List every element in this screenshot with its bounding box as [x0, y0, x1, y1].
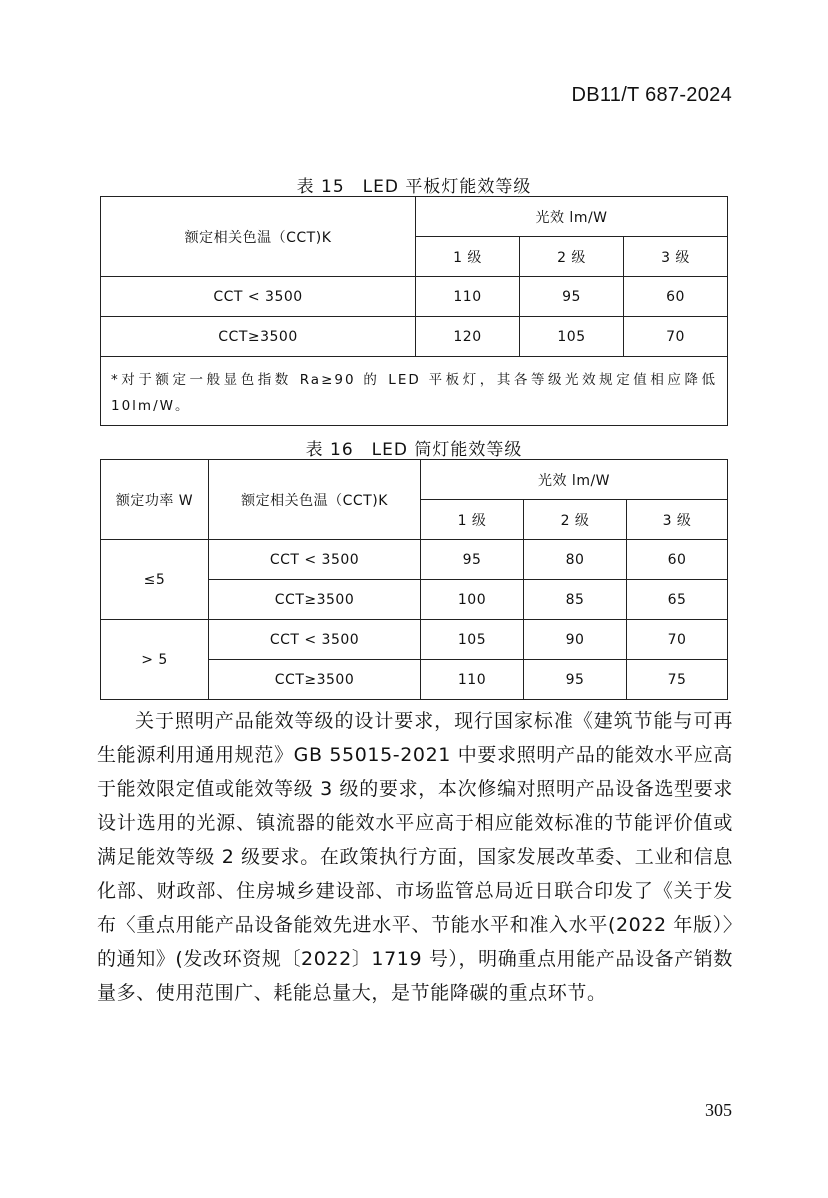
- table15-note: *对于额定一般显色指数 Ra≥90 的 LED 平板灯，其各等级光效规定值相应降低10lm/W。: [101, 357, 728, 426]
- table15-cell: 120: [416, 317, 520, 357]
- table16-caption: 表 16 LED 筒灯能效等级: [305, 440, 523, 460]
- table16-grade-1: 1 级: [421, 500, 524, 540]
- table15-cell: CCT < 3500: [101, 277, 416, 317]
- table16-cell: CCT < 3500: [209, 620, 421, 660]
- table15-cell: CCT≥3500: [101, 317, 416, 357]
- table16-cell: 70: [627, 620, 728, 660]
- table15-header-cct: 额定相关色温（CCT)K: [101, 197, 416, 277]
- table15-grade-1: 1 级: [416, 237, 520, 277]
- table16-cell: CCT≥3500: [209, 580, 421, 620]
- table15-grade-2: 2 级: [520, 237, 624, 277]
- table16-power: > 5: [101, 620, 209, 700]
- table16-header-efficacy: 光效 lm/W: [421, 460, 728, 500]
- table16-header-cct: 额定相关色温（CCT)K: [209, 460, 421, 540]
- table16: [100, 459, 728, 700]
- table15-caption: 表 15 LED 平板灯能效等级: [296, 177, 532, 197]
- table15-cell: 70: [624, 317, 728, 357]
- table15-cell: 110: [416, 277, 520, 317]
- table16-cell: 65: [627, 580, 728, 620]
- table16-grade-2: 2 级: [524, 500, 627, 540]
- body-paragraph: 关于照明产品能效等级的设计要求，现行国家标准《建筑节能与可再生能源利用通用规范》GB 55015-2021 中要求照明产品的能效水平应高于能效限定值或能效等级 3 级的要求，本次修编对照明产品设备选型要求设计选用的光源、镇流器的能效水平应高于相应能效标准的节能评价值或满足能效等级 2 级要求。在政策执行方面，国家发展改革委、工业和信息化部、财政部、住房城乡建设部、市场监管总局近日联合印发了《关于发布〈重点用能产品设备能效先进水平、节能水平和准入水平(2022 年版）〉的通知》(发改环资规〔2022〕1719 号），明确重点用能产品设备产销数量多、使用范围广、耗能总量大，是节能降碳的重点环节。: [97, 710, 733, 1004]
- table16-cell: 90: [524, 620, 627, 660]
- table16-cell: 75: [627, 660, 728, 700]
- table16-cell: 95: [421, 540, 524, 580]
- table15: [100, 196, 728, 426]
- table15-grade-3: 3 级: [624, 237, 728, 277]
- table-row: [101, 317, 728, 357]
- table16-cell: 95: [524, 660, 627, 700]
- table16-power: ≤5: [101, 540, 209, 620]
- table-row: [101, 540, 728, 580]
- table16-cell: CCT < 3500: [209, 540, 421, 580]
- standard-code: DB11/T 687-2024: [571, 84, 732, 106]
- table15-cell: 105: [520, 317, 624, 357]
- table16-cell: 80: [524, 540, 627, 580]
- table16-cell: CCT≥3500: [209, 660, 421, 700]
- table15-header-efficacy: 光效 lm/W: [416, 197, 728, 237]
- table16-cell: 85: [524, 580, 627, 620]
- table15-cell: 60: [624, 277, 728, 317]
- table15-cell: 95: [520, 277, 624, 317]
- table16-cell: 100: [421, 580, 524, 620]
- table16-cell: 110: [421, 660, 524, 700]
- table-row: [101, 620, 728, 660]
- table16-cell: 105: [421, 620, 524, 660]
- table16-header-power: 额定功率 W: [101, 460, 209, 540]
- page-number: 305: [705, 1100, 732, 1120]
- table16-cell: 60: [627, 540, 728, 580]
- table16-grade-3: 3 级: [627, 500, 728, 540]
- table-row: [101, 277, 728, 317]
